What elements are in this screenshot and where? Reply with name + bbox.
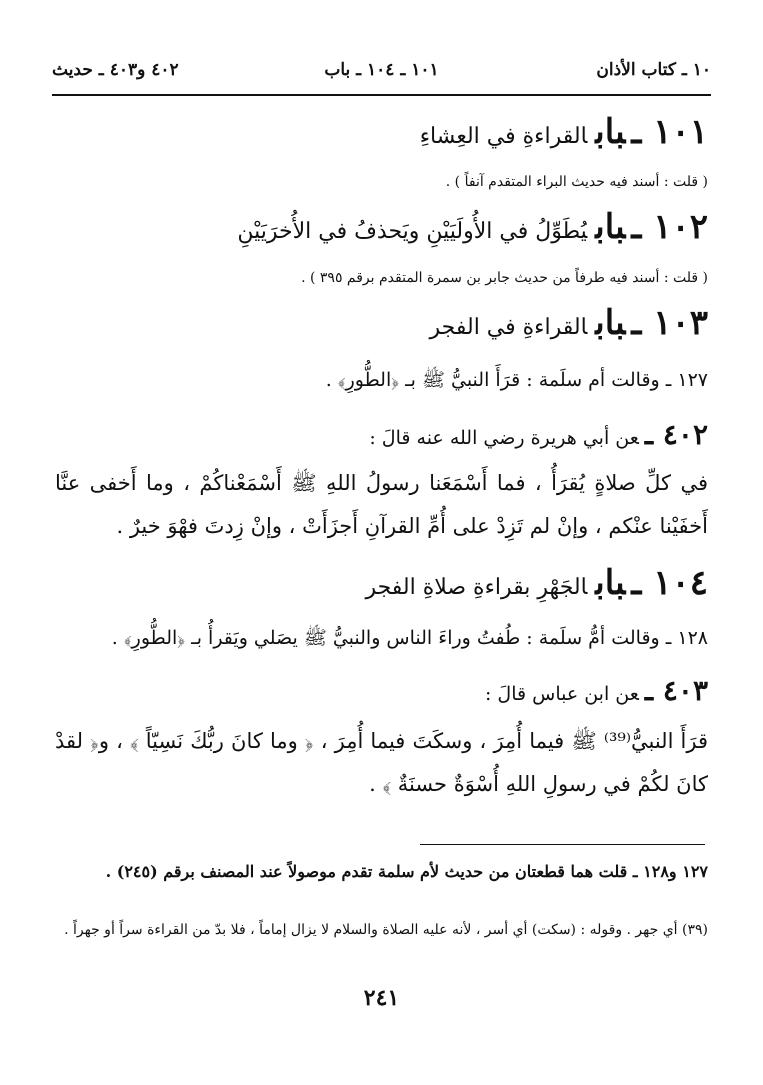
athar-128: ١٢٨ ـ وقالت أمُّ سلَمة : طُفتُ وراءَ الناس والنبيُّ ﷺ يصَلي ويَقرأُ بـ ﴿الطُّورِ﴾ .	[111, 627, 708, 649]
note-101: ( قلت : أسند فيه حديث البراء المتقدم آنفاً ) .	[445, 174, 708, 190]
chapter-102-heading	[55, 207, 708, 247]
hadith-narrator: عن أبي هريرة رضي الله عنه قالَ :	[369, 427, 639, 449]
hadith-402-heading	[55, 418, 708, 451]
chapter-103-heading	[55, 303, 708, 343]
hadith-number: ٤٠٢ ـ	[644, 418, 708, 451]
footnote-39: (٣٩) أي جهر . وقوله : (سكت) أي أسر ، لأنه عليه الصلاة والسلام لا يزال إماماً ، فلا بدّ من القراءة سراً أو جهراً .	[64, 922, 708, 938]
bab-word: باب	[595, 207, 626, 247]
bab-word: باب	[595, 112, 626, 152]
note-102: ( قلت : أسند فيه طرفاً من حديث جابر بن سمرة المتقدم برقم ٣٩٥ ) .	[301, 270, 708, 286]
chapter-101-heading	[55, 112, 708, 152]
page-number: ٢٤١	[363, 985, 400, 1011]
hadith-number: ٤٠٣ ـ	[644, 674, 708, 707]
chapter-number: ١٠١ ـ	[631, 112, 708, 152]
chapter-title: يُطَوِّلُ في الأُولَيَيْنِ ويَحذفُ في الأُخرَيَيْنِ	[237, 219, 588, 244]
chapter-title: القراءةِ في العِشاءِ	[419, 124, 588, 149]
footnote-1: ١٢٧ و١٢٨ ـ قلت هما قطعتان من حديث لأم سلمة تقدم موصولاً عند المصنف برقم (٢٤٥) .	[105, 862, 708, 881]
footnote-divider	[420, 844, 705, 845]
header-hadith-range: ٤٠٢ و٤٠٣ ـ حديث	[52, 60, 179, 80]
chapter-104-heading	[55, 563, 708, 603]
chapter-title: القراءةِ في الفجر	[429, 315, 588, 340]
hadith-narrator: عن ابن عباس قالَ :	[484, 683, 639, 705]
running-header	[52, 58, 711, 96]
chapter-title: الجَهْرِ بقراءةِ صلاةِ الفجر	[365, 575, 588, 600]
header-book-title: ١٠ ـ كتاب الأذان	[596, 60, 711, 80]
header-chapter-range: ١٠١ ـ ١٠٤ ـ باب	[324, 60, 439, 80]
athar-127: ١٢٧ ـ وقالت أم سلَمة : قرَأَ النبيُّ ﷺ بـ ﴿الطُّورِ﴾ .	[325, 369, 708, 391]
hadith-403-text: قرَأَ النبيُّ⁽³⁹⁾ ﷺ فيما أُمِرَ ، وسكَتَ فيما أُمِرَ ، ﴿ وما كانَ ربُّكَ نَسِيّاً ﴾ ، و﴿ لقدْ كانَ لكُمْ في رسولِ اللهِ أُسْوَةٌ حسنَةٌ ﴾ .	[55, 729, 709, 796]
chapter-number: ١٠٤ ـ	[631, 563, 708, 603]
chapter-number: ١٠٣ ـ	[631, 303, 708, 343]
bab-word: باب	[595, 563, 626, 603]
bab-word: باب	[595, 303, 626, 343]
hadith-403-heading	[55, 674, 708, 707]
hadith-402-text: في كلِّ صلاةٍ يُقرَأُ ، فما أَسْمَعَنا رسولُ اللهِ ﷺ أَسْمَعْناكُمْ ، وما أَخفى عنَّا أَخفَيْنا عنْكم ، وإنْ لم تَزِدْ على أُمِّ القرآنِ أَجزَأَتْ ، وإنْ زِدتَ فهْوَ خيرٌ .	[55, 471, 708, 538]
chapter-number: ١٠٢ ـ	[631, 207, 708, 247]
